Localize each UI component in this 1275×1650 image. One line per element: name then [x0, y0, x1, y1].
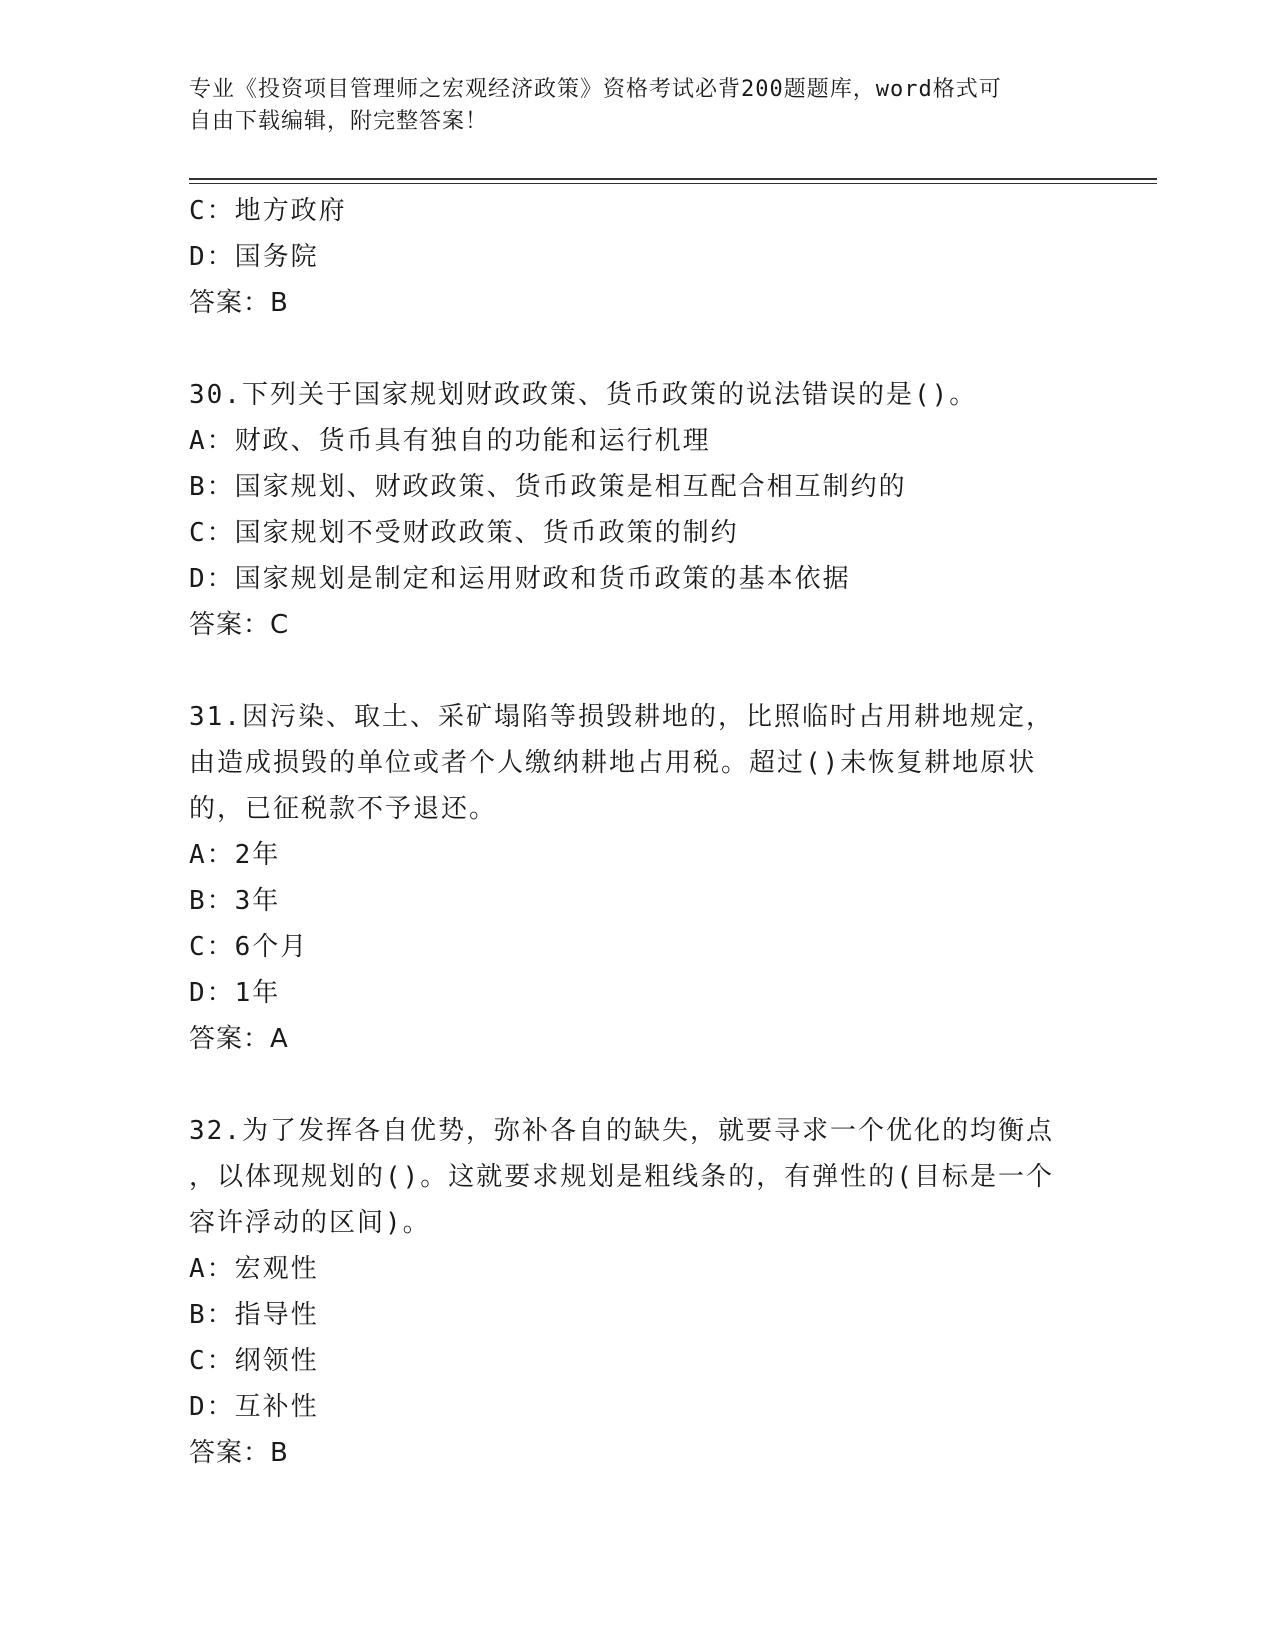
- question-text-line1: 32.为了发挥各自优势，弥补各自的缺失，就要寻求一个优化的均衡点: [189, 1116, 1054, 1146]
- option-b: B：国家规划、财政政策、货币政策是相互配合相互制约的: [189, 472, 907, 502]
- option-a: A：2年: [189, 840, 281, 870]
- option-c: C：6个月: [189, 932, 309, 962]
- option-c: C：国家规划不受财政政策、货币政策的制约: [189, 518, 739, 548]
- option-a: A：宏观性: [189, 1254, 319, 1284]
- option-b: B：3年: [189, 886, 281, 916]
- header-title-line1: 专业《投资项目管理师之宏观经济政策》资格考试必背200题题库，word格式可: [189, 77, 1002, 102]
- spacer: [189, 326, 1089, 372]
- header-divider: [189, 178, 1157, 184]
- option-c: C：纲领性: [189, 1346, 319, 1376]
- question-list: [189, 188, 1089, 1476]
- question-text-line3: 的，已征税款不予退还。: [189, 794, 498, 824]
- option-d: D：国务院: [189, 242, 319, 272]
- question-text-line2: ，以体现规划的()。这就要求规划是粗线条的，有弹性的(目标是一个: [189, 1162, 1054, 1192]
- question-block-29: [189, 188, 1089, 326]
- question-text-line3: 容许浮动的区间)。: [189, 1208, 431, 1238]
- document-header: [189, 74, 1089, 138]
- spacer: [189, 648, 1089, 694]
- answer-label: 答案：C: [189, 610, 290, 640]
- question-block-31: [189, 694, 1089, 1062]
- question-text-line2: 由造成损毁的单位或者个人缴纳耕地占用税。超过()未恢复耕地原状: [189, 748, 1037, 778]
- answer-label: 答案：A: [189, 1024, 289, 1054]
- question-block-30: [189, 372, 1089, 648]
- option-c: C：地方政府: [189, 196, 347, 226]
- answer-label: 答案：B: [189, 1438, 289, 1468]
- option-d: D：国家规划是制定和运用财政和货币政策的基本依据: [189, 564, 851, 594]
- answer-label: 答案：B: [189, 288, 289, 318]
- header-title-line2: 自由下载编辑，附完整答案！: [189, 109, 489, 134]
- question-text-line1: 31.因污染、取土、采矿塌陷等损毁耕地的，比照临时占用耕地规定，: [189, 702, 1054, 732]
- question-block-32: [189, 1108, 1089, 1476]
- option-d: D：互补性: [189, 1392, 319, 1422]
- option-b: B：指导性: [189, 1300, 319, 1330]
- spacer: [189, 1062, 1089, 1108]
- question-text: 30.下列关于国家规划财政政策、货币政策的说法错误的是()。: [189, 380, 978, 410]
- option-a: A：财政、货币具有独自的功能和运行机理: [189, 426, 711, 456]
- option-d: D：1年: [189, 978, 281, 1008]
